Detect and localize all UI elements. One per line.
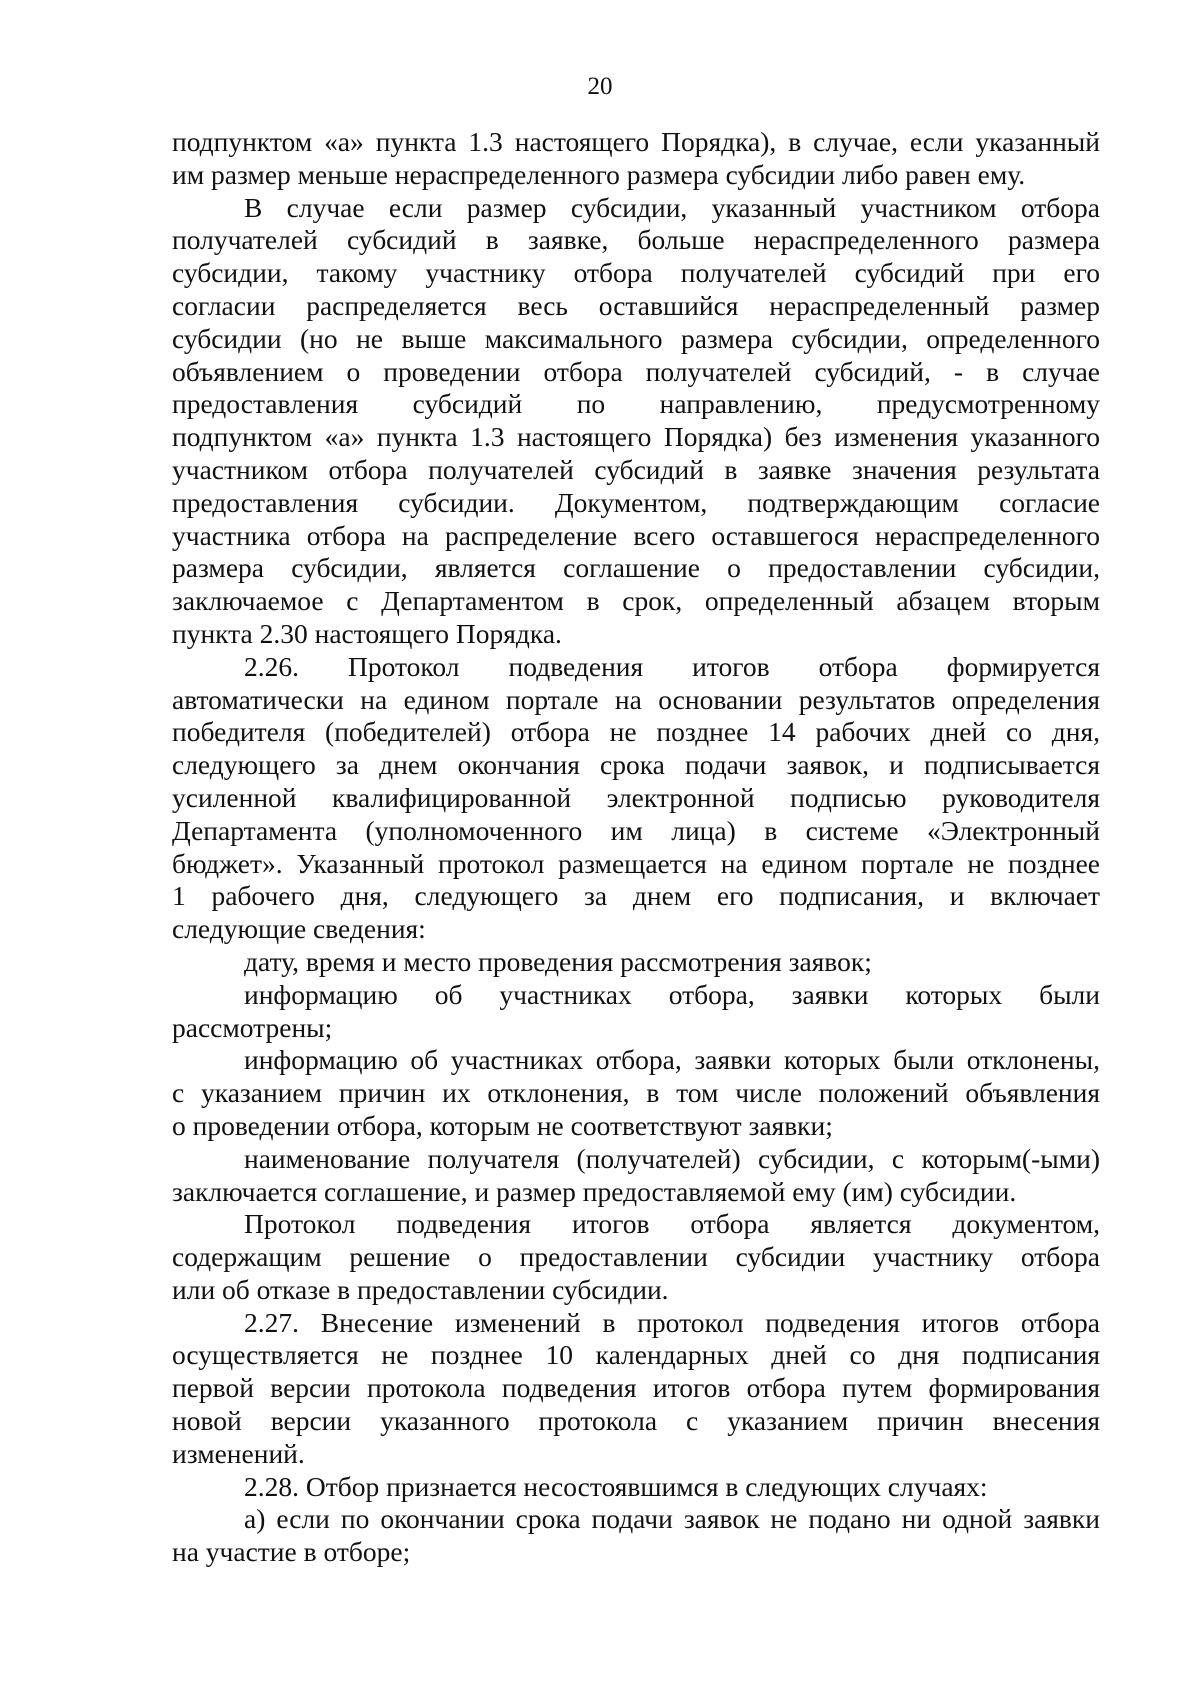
document-body <box>172 126 1100 1569</box>
paragraph <box>172 946 1100 979</box>
text-line: 2.26. Протокол подведения итогов отбора формируется <box>244 650 1100 682</box>
text-line: заключаемое с Департаментом в срок, определенный абзацем вторым <box>172 585 1100 617</box>
text-line: объявлением о проведении отбора получателей субсидий, - в случае <box>172 355 1100 387</box>
text-line: осуществляется не позднее 10 календарных дней со дня подписания <box>172 1339 1100 1371</box>
text-line: участника отбора на распределение всего оставшегося нераспределенного <box>172 519 1100 551</box>
text-line: пункта 2.30 настоящего Порядка. <box>172 617 562 649</box>
paragraph <box>172 1044 1100 1142</box>
text-line: информацию об участниках отбора, заявки которых были отклонены, <box>244 1044 1100 1076</box>
text-line: изменений. <box>172 1437 305 1469</box>
text-line: следующего за днем окончания срока подачи заявок, и подписывается <box>172 749 1100 781</box>
text-line: подпунктом «а» пункта 1.3 настоящего Порядка) без изменения указанного <box>172 421 1100 453</box>
text-line: дату, время и место проведения рассмотрения заявок; <box>244 945 872 977</box>
text-line: субсидии (но не выше максимального размера субсидии, определенного <box>172 322 1100 354</box>
paragraph <box>172 979 1100 1045</box>
paragraph <box>172 126 1100 192</box>
text-line: первой версии протокола подведения итогов отбора путем формирования <box>172 1372 1100 1404</box>
paragraph <box>172 1503 1100 1569</box>
text-line: о проведении отбора, которым не соответствуют заявки; <box>172 1109 833 1141</box>
text-line: согласии распределяется весь оставшийся нераспределенный размер <box>172 289 1100 321</box>
paragraph <box>172 1208 1100 1306</box>
text-line: 2.28. Отбор признается несостоявшимся в следующих случаях: <box>244 1470 988 1502</box>
text-line: 1 рабочего дня, следующего за днем его подписания, и включает <box>172 880 1100 912</box>
text-line: бюджет». Указанный протокол размещается на едином портале не позднее <box>172 847 1100 879</box>
text-line: наименование получателя (получателей) субсидии, с которым(-ыми) <box>244 1142 1100 1174</box>
text-line: с указанием причин их отклонения, в том числе положений объявления <box>172 1077 1100 1109</box>
text-line: информацию об участниках отбора, заявки которых были <box>244 978 1100 1010</box>
text-line: подпунктом «а» пункта 1.3 настоящего Порядка), в случае, если указанный <box>172 126 1100 157</box>
text-line: получателей субсидий в заявке, больше нераспределенного размера <box>172 224 1100 256</box>
paragraph <box>172 192 1100 651</box>
paragraph <box>172 1143 1100 1209</box>
text-line: 2.27. Внесение изменений в протокол подведения итогов отбора <box>244 1306 1100 1338</box>
text-line: предоставления субсидий по направлению, предусмотренному <box>172 388 1100 420</box>
text-line: предоставления субсидии. Документом, подтверждающим согласие <box>172 486 1100 518</box>
text-line: им размер меньше нераспределенного размера субсидии либо равен ему. <box>172 158 1026 190</box>
text-line: Департамента (уполномоченного им лица) в системе «Электронный <box>172 814 1100 846</box>
text-line: новой версии указанного протокола с указанием причин внесения <box>172 1405 1100 1437</box>
text-line: рассмотрены; <box>172 1011 333 1043</box>
paragraph <box>172 651 1100 946</box>
text-line: В случае если размер субсидии, указанный участником отбора <box>244 191 1100 223</box>
text-line: содержащим решение о предоставлении субсидии участнику отбора <box>172 1241 1100 1273</box>
text-line: победителя (победителей) отбора не позднее 14 рабочих дней со дня, <box>172 716 1100 748</box>
page-number: 20 <box>587 73 613 100</box>
text-line: на участие в отборе; <box>172 1536 411 1568</box>
text-line: следующие сведения: <box>172 913 426 945</box>
text-line: размера субсидии, является соглашение о предоставлении субсидии, <box>172 552 1100 584</box>
text-line: заключается соглашение, и размер предоставляемой ему (им) субсидии. <box>172 1175 1017 1207</box>
text-line: или об отказе в предоставлении субсидии. <box>172 1273 669 1305</box>
text-line: автоматически на едином портале на основании результатов определения <box>172 683 1100 715</box>
text-line: Протокол подведения итогов отбора является документом, <box>244 1208 1100 1240</box>
text-line: субсидии, такому участнику отбора получателей субсидий при его <box>172 257 1100 289</box>
text-line: усиленной квалифицированной электронной подписью руководителя <box>172 781 1100 813</box>
text-line: участником отбора получателей субсидий в заявке значения результата <box>172 453 1100 485</box>
paragraph <box>172 1307 1100 1471</box>
paragraph <box>172 1471 1100 1504</box>
text-line: а) если по окончании срока подачи заявок не подано ни одной заявки <box>244 1503 1100 1535</box>
